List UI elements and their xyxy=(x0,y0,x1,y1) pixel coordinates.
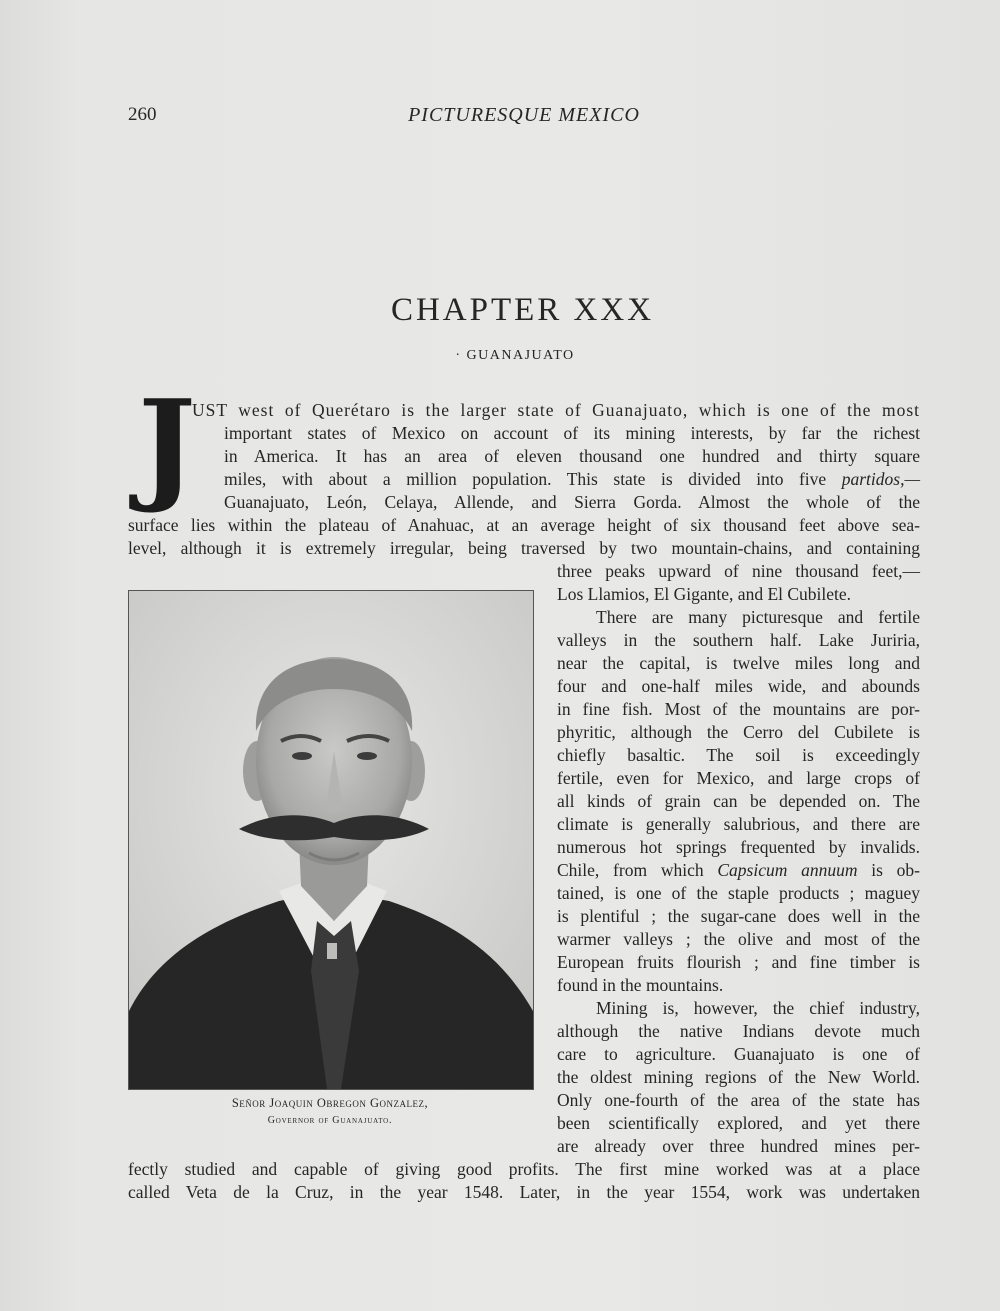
body-line: warmer valleys ; the olive and most of the xyxy=(557,929,920,949)
caption-name: Señor Joaquin Obregon Gonzalez, xyxy=(231,1096,429,1110)
body-line: care to agriculture. Guanajuato is one of xyxy=(557,1044,920,1064)
body-line: numerous hot springs frequented by invalids. xyxy=(557,837,920,857)
body-line: called Veta de la Cruz, in the year 1548. Later, in the year 1554, work was undertaken xyxy=(128,1182,920,1202)
body-line-text: miles, with about a million population. This state is divided into five xyxy=(224,469,842,489)
body-line: all kinds of grain can be depended on. The xyxy=(557,791,920,811)
body-line: European fruits flourish ; and fine timber is xyxy=(557,952,920,972)
body-line: UST west of Querétaro is the larger state of Guanajuato, which is one of the most xyxy=(192,400,920,420)
drop-cap: J xyxy=(138,372,196,516)
running-title: PICTURESQUE MEXICO xyxy=(408,104,640,126)
body-line: although the native Indians devote much xyxy=(557,1021,920,1041)
body-line: in America. It has an area of eleven thousand one hundred and thirty square xyxy=(224,446,920,466)
italic-term: Capsicum annuum xyxy=(717,860,858,880)
body-line: climate is generally salubrious, and there are xyxy=(557,814,920,834)
portrait-illustration xyxy=(129,591,533,1089)
body-line: three peaks upward of nine thousand feet,— xyxy=(557,561,920,581)
body-line: level, although it is extremely irregular, being traversed by two mountain-chains, and containing xyxy=(128,538,920,558)
italic-term: partidos,— xyxy=(841,469,920,489)
body-line: fectly studied and capable of giving good profits. The first mine worked was at a place xyxy=(128,1159,920,1179)
body-line: important states of Mexico on account of its mining interests, by far the richest xyxy=(224,423,920,443)
chapter-title: CHAPTER XXX xyxy=(390,292,655,328)
body-line: been scientifically explored, and yet there xyxy=(557,1113,920,1133)
body-line: Guanajuato, León, Celaya, Allende, and Sierra Gorda. Almost the whole of the xyxy=(224,492,920,512)
body-line: are already over three hundred mines per- xyxy=(557,1136,920,1156)
body-line xyxy=(224,468,920,491)
body-line xyxy=(557,859,920,882)
page-number: 260 xyxy=(128,104,157,125)
body-line: Mining is, however, the chief industry, xyxy=(596,998,920,1018)
running-head xyxy=(128,104,920,130)
body-line: found in the mountains. xyxy=(557,975,724,995)
body-line: fertile, even for Mexico, and large crops of xyxy=(557,768,920,788)
portrait-photo xyxy=(128,590,534,1090)
chapter-subtitle: · GUANAJUATO xyxy=(455,348,575,363)
body-line: the oldest mining regions of the New World. xyxy=(557,1067,920,1087)
body-line: is plentiful ; the sugar-cane does well in the xyxy=(557,906,920,926)
body-line: phyritic, although the Cerro del Cubilete is xyxy=(557,722,920,742)
body-line: Only one-fourth of the area of the state has xyxy=(557,1090,920,1110)
body-line-text: Chile, from which xyxy=(557,860,718,880)
body-line: Los Llamios, El Gigante, and El Cubilete. xyxy=(557,584,852,604)
body-line: near the capital, is twelve miles long and xyxy=(557,653,920,673)
caption-title: Governor of Guanajuato. xyxy=(267,1115,393,1126)
body-line-text: is ob- xyxy=(857,860,921,880)
body-line: tained, is one of the staple products ; maguey xyxy=(557,883,920,903)
body-line: four and one-half miles wide, and abounds xyxy=(557,676,920,696)
body-line: valleys in the southern half. Lake Juriria, xyxy=(557,630,920,650)
body-line: There are many picturesque and fertile xyxy=(596,607,920,627)
body-line: surface lies within the plateau of Anahuac, at an average height of six thousand feet above sea- xyxy=(128,515,920,535)
body-line: in fine fish. Most of the mountains are por- xyxy=(557,699,920,719)
body-line: chiefly basaltic. The soil is exceedingly xyxy=(557,745,920,765)
